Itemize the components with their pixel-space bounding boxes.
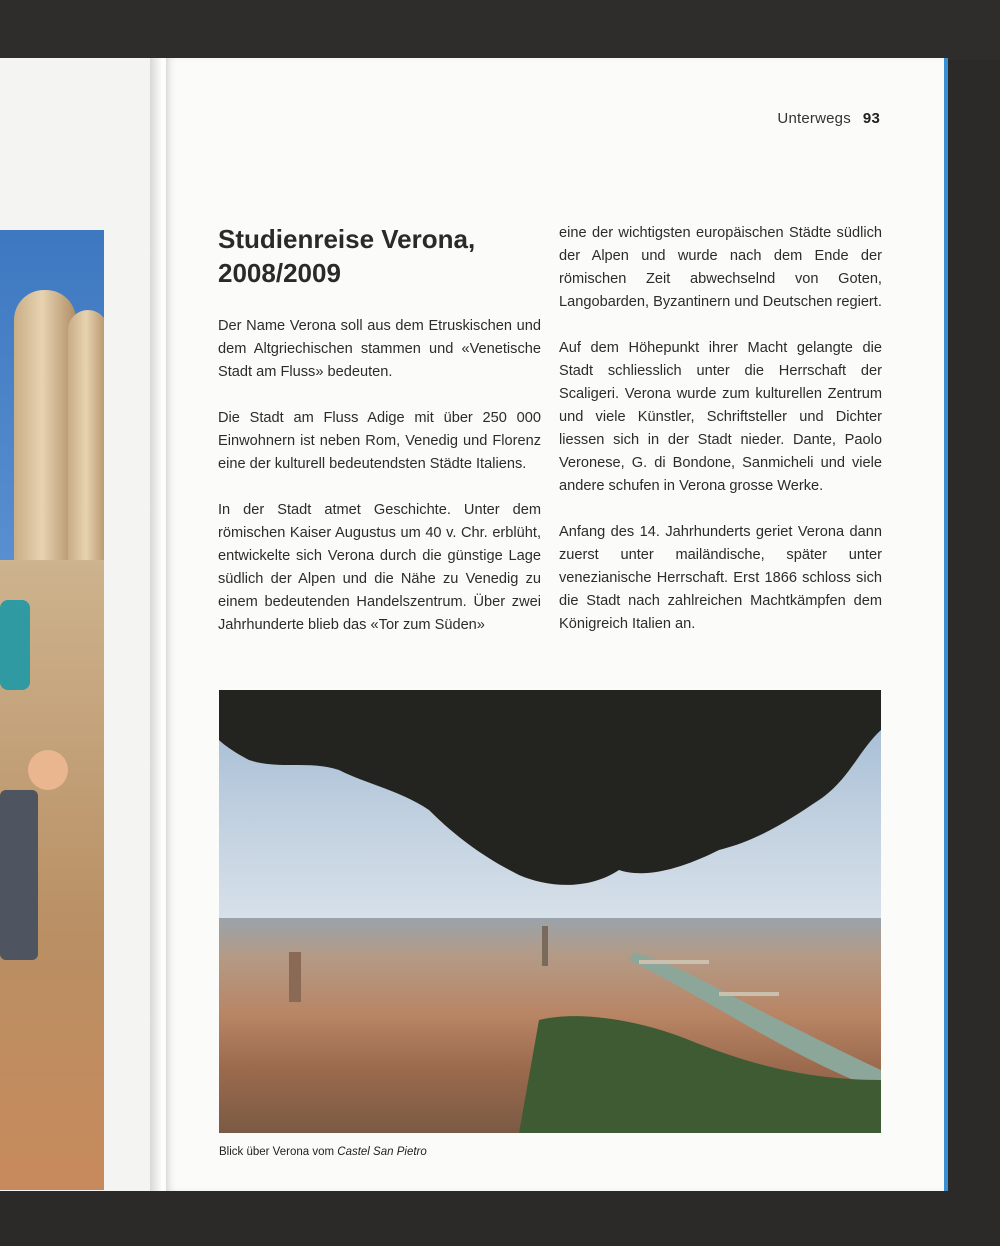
title-line-1: Studienreise Verona, (218, 224, 476, 254)
caption-text: Blick über Verona vom (219, 1146, 335, 1158)
bridge (719, 992, 779, 996)
paragraph: Auf dem Höhepunkt ihrer Macht gelangte die Stadt schliesslich unter die Herrschaft der Scaligeri. Verona wurde zum kulturellen Zentrum und viele Künstler, Schriftsteller und Dichter liessen sich in der Stadt nieder. Dante, Paolo Veronese, G. di Bondone, Sanmicheli und viele andere schufen in Verona grosse Werke. (559, 340, 882, 494)
left-page (0, 58, 162, 1191)
paragraph: Die Stadt am Fluss Adige mit über 250 000 Einwohnern ist neben Rom, Venedig und Florenz eine der kulturell bedeutendsten Städte Italiens. (218, 410, 541, 472)
person-hand (28, 750, 68, 790)
trees (519, 1016, 881, 1133)
page-number: 93 (862, 110, 880, 127)
photo-caption (219, 1146, 427, 1158)
paragraph: Anfang des 14. Jahrhunderts geriet Verona dann zuerst unter mailändische, später unter venezianische Herrschaft. Erst 1866 schloss sich die Stadt nach zahlreichen Machtkämpfen dem Königreich Italien an. (559, 524, 882, 632)
article-title (218, 222, 548, 290)
right-text-column (559, 222, 882, 659)
scan-background (0, 0, 1000, 60)
chimney-sculpture (14, 290, 76, 590)
photo-illustration (219, 690, 881, 1133)
person-jeans (0, 790, 38, 960)
chimney-sculpture (68, 310, 104, 570)
section-title: Unterwegs (777, 110, 851, 127)
tree-canopy (219, 690, 881, 885)
verona-panorama-photo (219, 690, 881, 1133)
running-header (777, 110, 880, 127)
tower (289, 952, 301, 1002)
left-page-photo (0, 230, 104, 1190)
caption-place: Castel San Pietro (337, 1146, 427, 1158)
person-shirt (0, 600, 30, 690)
right-page (166, 58, 946, 1191)
page-edge (944, 58, 948, 1191)
title-line-2: 2008/2009 (218, 258, 341, 288)
paragraph: eine der wichtigsten europäischen Städte südlich der Alpen und wurde nach dem Ende der römischen Zeit abwechselnd von Goten, Langobarden, Byzantinern und Deutschen regiert. (559, 225, 882, 310)
bridge (639, 960, 709, 964)
paragraph: In der Stadt atmet Geschichte. Unter dem römischen Kaiser Augustus um 40 v. Chr. erblüht, entwickelte sich Verona durch die günstige Lage südlich der Alpen und die Nähe zu Venedig zu einem bedeutenden Handelszentrum. Über zwei Jahrhunderte blieb das «Tor zum Süden» (218, 502, 541, 633)
church-tower (542, 926, 548, 966)
left-text-column (218, 315, 541, 660)
paragraph: Der Name Verona soll aus dem Etruskischen und dem Altgriechischen stammen und «Venetische Stadt am Fluss» bedeuten. (218, 318, 541, 380)
